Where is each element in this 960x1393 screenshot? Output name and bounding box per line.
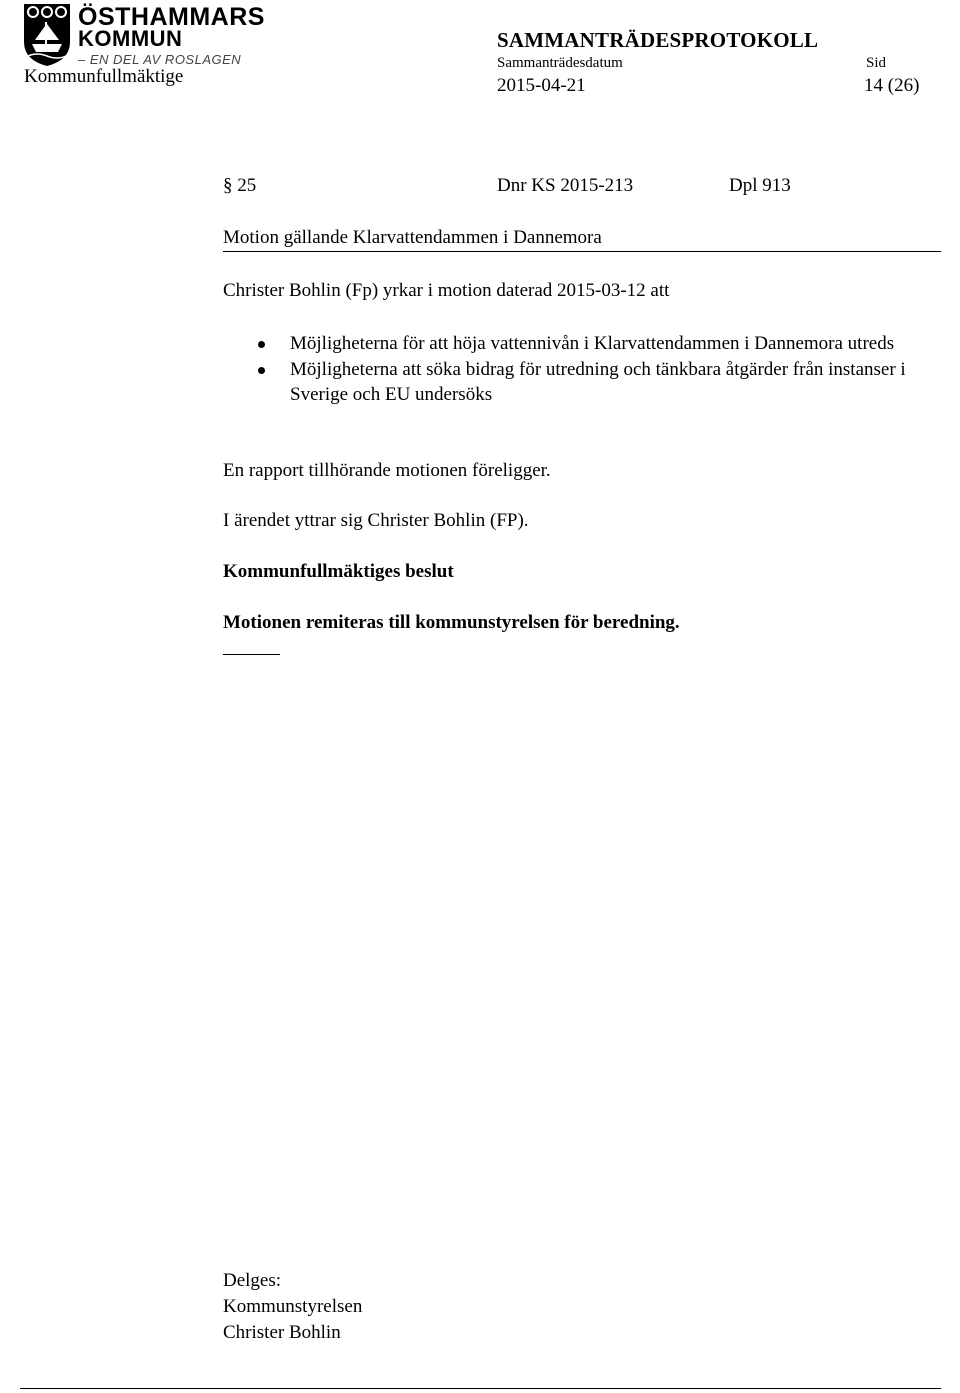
motion-demands-list bbox=[223, 331, 923, 408]
item-subject: Motion gällande Klarvattendammen i Dannemora bbox=[223, 227, 602, 248]
distribution-label: Delges: bbox=[223, 1270, 282, 1291]
logo-kommun: KOMMUN bbox=[78, 26, 183, 51]
subject-underline bbox=[223, 251, 941, 252]
page-label: Sid bbox=[866, 55, 887, 71]
dpl-number: Dpl 913 bbox=[729, 175, 791, 196]
report-text: En rapport tillhörande motionen föreligger. bbox=[223, 460, 551, 481]
distribution-recipient: Christer Bohlin bbox=[223, 1322, 341, 1343]
motion-intro: Christer Bohlin (Fp) yrkar i motion daterad 2015-03-12 att bbox=[223, 280, 670, 301]
diary-number: Dnr KS 2015-213 bbox=[497, 175, 634, 196]
statement-text: I ärendet yttrar sig Christer Bohlin (FP). bbox=[223, 510, 529, 531]
meeting-date: 2015-04-21 bbox=[497, 75, 586, 96]
footer-rule bbox=[20, 1388, 941, 1389]
meeting-date-label: Sammanträdesdatum bbox=[497, 55, 623, 71]
paragraph-number: § 25 bbox=[223, 175, 257, 196]
decision-text: Motionen remiteras till kommunstyrelsen för beredning. bbox=[223, 612, 680, 633]
distribution-block bbox=[223, 1268, 362, 1346]
municipality-logo bbox=[22, 2, 265, 68]
organization-name: Kommunfullmäktige bbox=[24, 66, 184, 87]
page-number: 14 (26) bbox=[864, 75, 920, 96]
document-title: SAMMANTRÄDESPROTOKOLL bbox=[497, 28, 819, 52]
item-end-rule bbox=[223, 654, 280, 655]
bullet-icon bbox=[258, 341, 265, 348]
decision-heading: Kommunfullmäktiges beslut bbox=[223, 561, 454, 582]
list-item: Möjligheterna att söka bidrag för utredning och tänkbara åtgärder från instanser i Sverige och EU undersöks bbox=[223, 357, 923, 408]
distribution-recipient: Kommunstyrelsen bbox=[223, 1296, 363, 1317]
logo-tagline: – EN DEL AV ROSLAGEN bbox=[78, 52, 242, 67]
logo-name: ÖSTHAMMARS bbox=[78, 3, 265, 31]
bullet-icon bbox=[258, 367, 265, 374]
list-item: Möjligheterna för att höja vattennivån i Klarvattendammen i Dannemora utreds bbox=[223, 331, 923, 357]
